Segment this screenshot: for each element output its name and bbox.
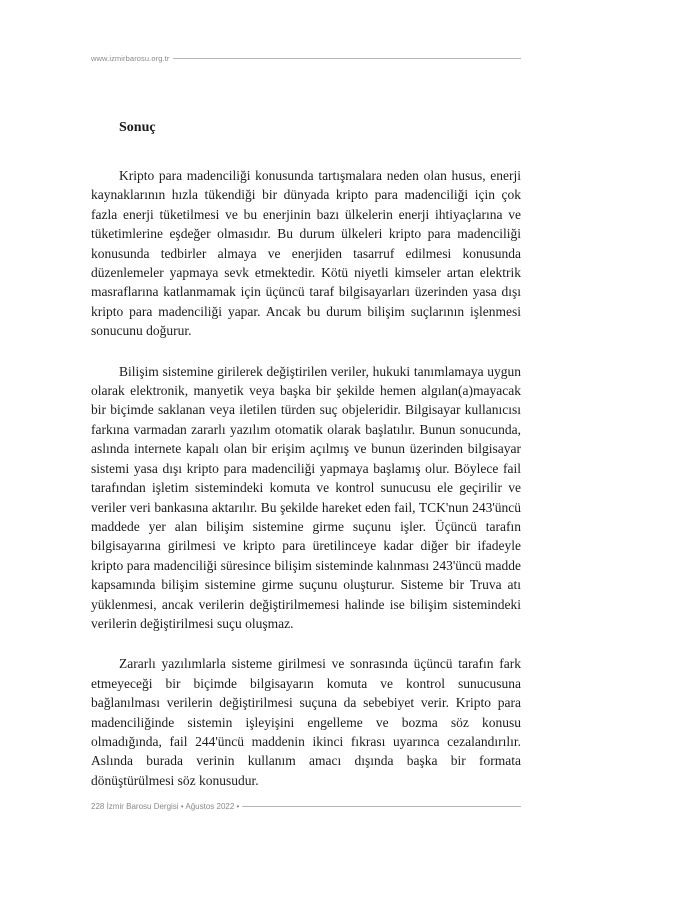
footer-rule [242, 806, 521, 807]
header-url: www.izmirbarosu.org.tr [91, 54, 170, 63]
paragraph-1: Kripto para madenciliği konusunda tartışmalara neden olan husus, enerji kaynaklarının hızla tükendiği bir dünyada kripto para madenciliği için çok fazla enerji tüketilmesi ve bu enerjinin bazı ülkelerin enerji ihtiyaçlarına ve tüketimlerine eşdeğer olmasıdır. Bu durum ülkeleri kripto para madenciliği konusunda tedbirler almaya ve enerjiden tasarruf edilmesi konusunda düzenlemeler yapmaya sevk etmektedir. Kötü niyetli kimseler artan elektrik masraflarına katlanmamak için üçüncü taraf bilgisayarları üzerinden yasa dışı kripto para madenciliği yapar. Ancak bu durum bilişim suçlarının işlenmesi sonucunu doğurur. [91, 168, 521, 339]
article-body [91, 118, 521, 811]
section-title: Sonuç [119, 120, 156, 135]
header-rule [173, 58, 521, 59]
paragraph-2: Bilişim sistemine girilerek değiştirilen veriler, hukuki tanımlamaya uygun olarak elektronik, manyetik veya başka bir şekilde hemen algılan(a)mayacak bir biçimde saklanan veya iletilen türden suç objeleridir. Bilgisayar kullanıcısı farkına varmadan zararlı yazılım otomatik olarak başlatılır. Bunun sonucunda, aslında internete kapalı olan bir erişim açılmış ve bunun üzerinden bilgisayar sistemi yasa dışı kripto para madenciliği yapmaya başlamış olur. Böylece fail tarafından işletim sistemindeki komuta ve kontrol sunucusu ele geçirilir ve veriler veri bankasına aktarılır. Bu şekilde hareket eden fail, TCK'nun 243'üncü maddede yer alan bilişim sistemine girme suçunu işler. Üçüncü tarafın bilgisayarına girilmesi ve kripto para üretilinceye kadar diğer bir ifadeyle kripto para madenciliği süresince bilişim sisteminde kalınması 243'üncü madde kapsamında bilişim sistemine girme suçunu oluşturur. Sisteme bir Truva atı yüklenmesi, ancak verilerin değiştirilmemesi halinde ise bilişim sistemindeki verilerin değiştirilmesi suçu oluşmaz. [91, 363, 521, 631]
footer-page-info: 228 İzmir Barosu Dergisi • Ağustos 2022 • [91, 802, 240, 811]
page-footer [91, 802, 521, 811]
page-header [91, 54, 521, 63]
paragraph-3: Zararlı yazılımlarla sisteme girilmesi ve sonrasında üçüncü tarafın fark etmeyeceği bir biçimde bilgisayarın komuta ve kontrol sunucusuna bağlanılması verilerin değiştirilmesi suçuna da sebebiyet verir. Kripto para madenciliğinde sistemin işleyişini engelleme ve bozma söz konusu olmadığında, fail 244'üncü maddenin ikinci fıkrası uyarınca cezalandırılır. Aslında burada verinin kullanım amacı dışında başka bir formata dönüştürülmesi söz konusudur. [91, 656, 521, 788]
